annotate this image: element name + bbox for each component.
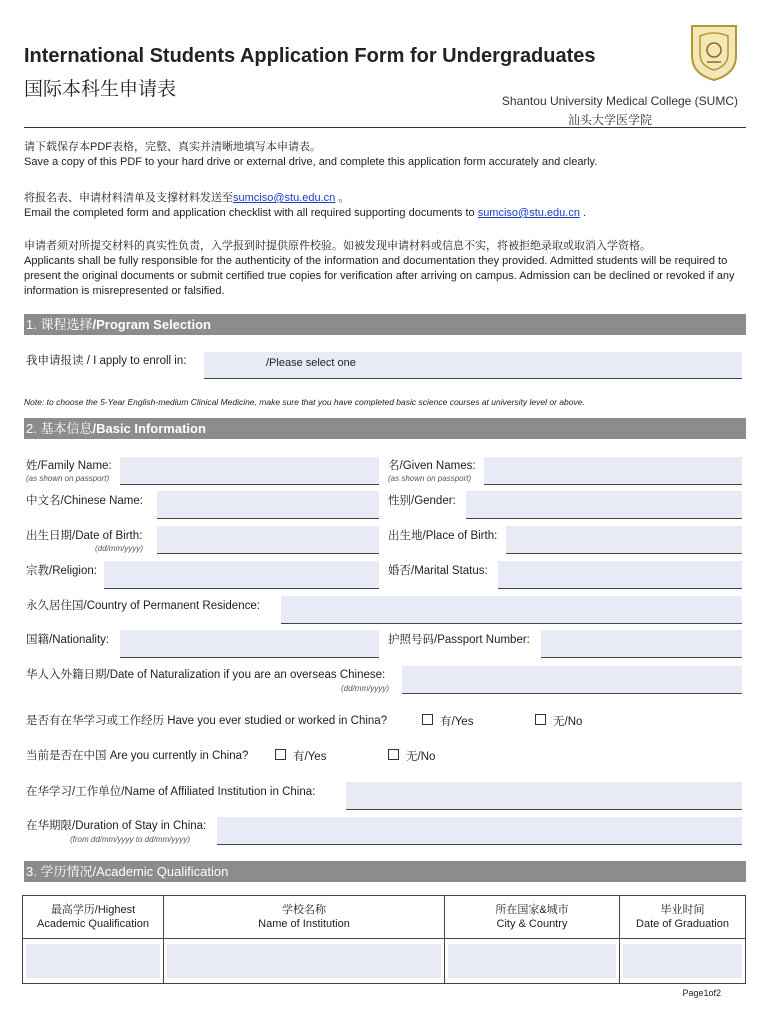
highest-qualification-input[interactable] bbox=[26, 944, 160, 978]
header-divider bbox=[24, 127, 746, 128]
currently-no-checkbox[interactable] bbox=[388, 749, 399, 760]
studied-no-label: 无/No bbox=[553, 716, 583, 728]
institution-name-en: Shantou University Medical College (SUMC) bbox=[501, 94, 738, 108]
chinese-name-label: 中文名/Chinese Name: bbox=[26, 495, 143, 507]
intro-p2-en: Email the completed form and application checklist with all required supporting documents to sumciso@stu.edu.cn . bbox=[24, 207, 587, 219]
religion-label: 宗教/Religion: bbox=[26, 565, 97, 577]
nationality-label: 国籍/Nationality: bbox=[26, 634, 110, 646]
family-name-label: 姓/Family Name: bbox=[26, 460, 112, 472]
currently-question: 当前是否在中国 Are you currently in China? bbox=[26, 750, 249, 762]
institution-cell bbox=[164, 939, 445, 984]
family-name-hint: (as shown on passport) bbox=[26, 474, 110, 483]
studied-yes-label: 有/Yes bbox=[440, 716, 474, 728]
form-title-cn: 国际本科生申请表 bbox=[24, 79, 177, 100]
highest-qualification-cell bbox=[23, 939, 164, 984]
gender-label: 性别/Gender: bbox=[388, 495, 456, 507]
affiliated-institution-input[interactable] bbox=[346, 782, 742, 810]
intro-p1-en: Save a copy of this PDF to your hard drive or external drive, and complete this application form accurately and clearly. bbox=[24, 156, 598, 168]
naturalization-input[interactable] bbox=[402, 666, 742, 694]
family-name-input[interactable] bbox=[120, 457, 379, 485]
given-names-input[interactable] bbox=[484, 457, 742, 485]
enroll-label: 我申请报读 / I apply to enroll in: bbox=[26, 355, 187, 367]
intro-paragraph-1 bbox=[24, 140, 746, 170]
pob-label: 出生地/Place of Birth: bbox=[388, 530, 498, 542]
dob-input[interactable] bbox=[157, 526, 379, 554]
intro-paragraph-2 bbox=[24, 191, 746, 221]
graduation-date-cell bbox=[620, 939, 746, 984]
marital-status-input[interactable] bbox=[498, 561, 742, 589]
duration-format-hint: (from dd/mm/yyyy to dd/mm/yyyy) bbox=[70, 835, 191, 844]
institution-input[interactable] bbox=[167, 944, 441, 978]
col-institution: 学校名称 Name of Institution bbox=[164, 896, 445, 939]
pob-input[interactable] bbox=[506, 526, 742, 554]
section-basic-information: 2. 基本信息/Basic Information bbox=[24, 418, 746, 439]
section-program-selection: 1. 课程选择/Program Selection bbox=[24, 314, 746, 335]
currently-yes-label: 有/Yes bbox=[293, 751, 327, 763]
program-select-value: /Please select one bbox=[266, 357, 356, 369]
email-link[interactable]: sumciso@stu.edu.cn bbox=[233, 192, 336, 204]
university-logo-icon bbox=[688, 22, 740, 82]
passport-input[interactable] bbox=[541, 630, 742, 658]
col-highest-qualification: 最高学历/Highest Academic Qualification bbox=[23, 896, 164, 939]
passport-label: 护照号码/Passport Number: bbox=[388, 634, 530, 646]
col-city-country: 所在国家&城市 City & Country bbox=[445, 896, 620, 939]
intro-p1-cn: 请下载保存本PDF表格，完整、真实并清晰地填写本申请表。 bbox=[24, 141, 321, 153]
marital-status-label: 婚否/Marital Status: bbox=[388, 565, 488, 577]
duration-label: 在华期限/Duration of Stay in China: bbox=[26, 820, 207, 832]
intro-p2-cn: 将报名表、申请材料清单及支撑材料发送至sumciso@stu.edu.cn 。 bbox=[24, 192, 350, 204]
residence-input[interactable] bbox=[281, 596, 742, 624]
city-country-input[interactable] bbox=[448, 944, 616, 978]
program-note: Note: to choose the 5-Year English-medium Clinical Medicine, make sure that you have completed basic science courses at university level or above. bbox=[24, 397, 585, 407]
gender-input[interactable] bbox=[466, 491, 742, 519]
given-names-hint: (as shown on passport) bbox=[388, 474, 472, 483]
institution-name-cn: 汕头大学医学院 bbox=[568, 113, 653, 127]
studied-no-checkbox[interactable] bbox=[535, 714, 546, 725]
intro-paragraph-3 bbox=[24, 239, 746, 299]
program-select[interactable] bbox=[204, 352, 742, 379]
page-number: Page1of2 bbox=[682, 988, 721, 998]
academic-table-header bbox=[23, 896, 746, 939]
intro-p3-en: Applicants shall be fully responsible for the authenticity of the information and documentation they provided. Admitted students will be required to present the original documents or submit certified true copies for verification after arriving on campus. Admission can be declined or revoked if any information is misrepresented or falsified. bbox=[24, 255, 735, 297]
section-academic-qualification: 3. 学历情况/Academic Qualification bbox=[24, 861, 746, 882]
given-names-label: 名/Given Names: bbox=[388, 460, 476, 472]
dob-label: 出生日期/Date of Birth: bbox=[26, 530, 143, 542]
studied-question: 是否有在华学习或工作经历 Have you ever studied or worked in China? bbox=[26, 715, 388, 727]
col-graduation-date: 毕业时间 Date of Graduation bbox=[620, 896, 746, 939]
chinese-name-input[interactable] bbox=[157, 491, 379, 519]
table-row bbox=[23, 939, 746, 984]
currently-no-label: 无/No bbox=[406, 751, 436, 763]
residence-label: 永久居住国/Country of Permanent Residence: bbox=[26, 600, 260, 612]
studied-yes-checkbox[interactable] bbox=[422, 714, 433, 725]
duration-input[interactable] bbox=[217, 817, 742, 845]
affiliated-institution-label: 在华学习/工作单位/Name of Affiliated Institution in China: bbox=[26, 786, 316, 798]
academic-table bbox=[22, 895, 746, 984]
dob-format-hint: (dd/mm/yyyy) bbox=[95, 544, 143, 553]
email-link-2[interactable]: sumciso@stu.edu.cn bbox=[477, 207, 580, 219]
currently-yes-checkbox[interactable] bbox=[275, 749, 286, 760]
graduation-date-input[interactable] bbox=[623, 944, 742, 978]
form-title-en: International Students Application Form for Undergraduates bbox=[24, 45, 596, 67]
city-country-cell bbox=[445, 939, 620, 984]
naturalization-label: 华人入外籍日期/Date of Naturalization if you are an overseas Chinese: bbox=[26, 669, 386, 681]
nationality-input[interactable] bbox=[120, 630, 379, 658]
religion-input[interactable] bbox=[104, 561, 379, 589]
naturalization-format-hint: (dd/mm/yyyy) bbox=[341, 684, 389, 693]
intro-p3-cn: 申请者须对所提交材料的真实性负责，入学报到时提供原件校验。如被发现申请材料或信息不实，将被拒绝录取或取消入学资格。 bbox=[24, 240, 651, 252]
